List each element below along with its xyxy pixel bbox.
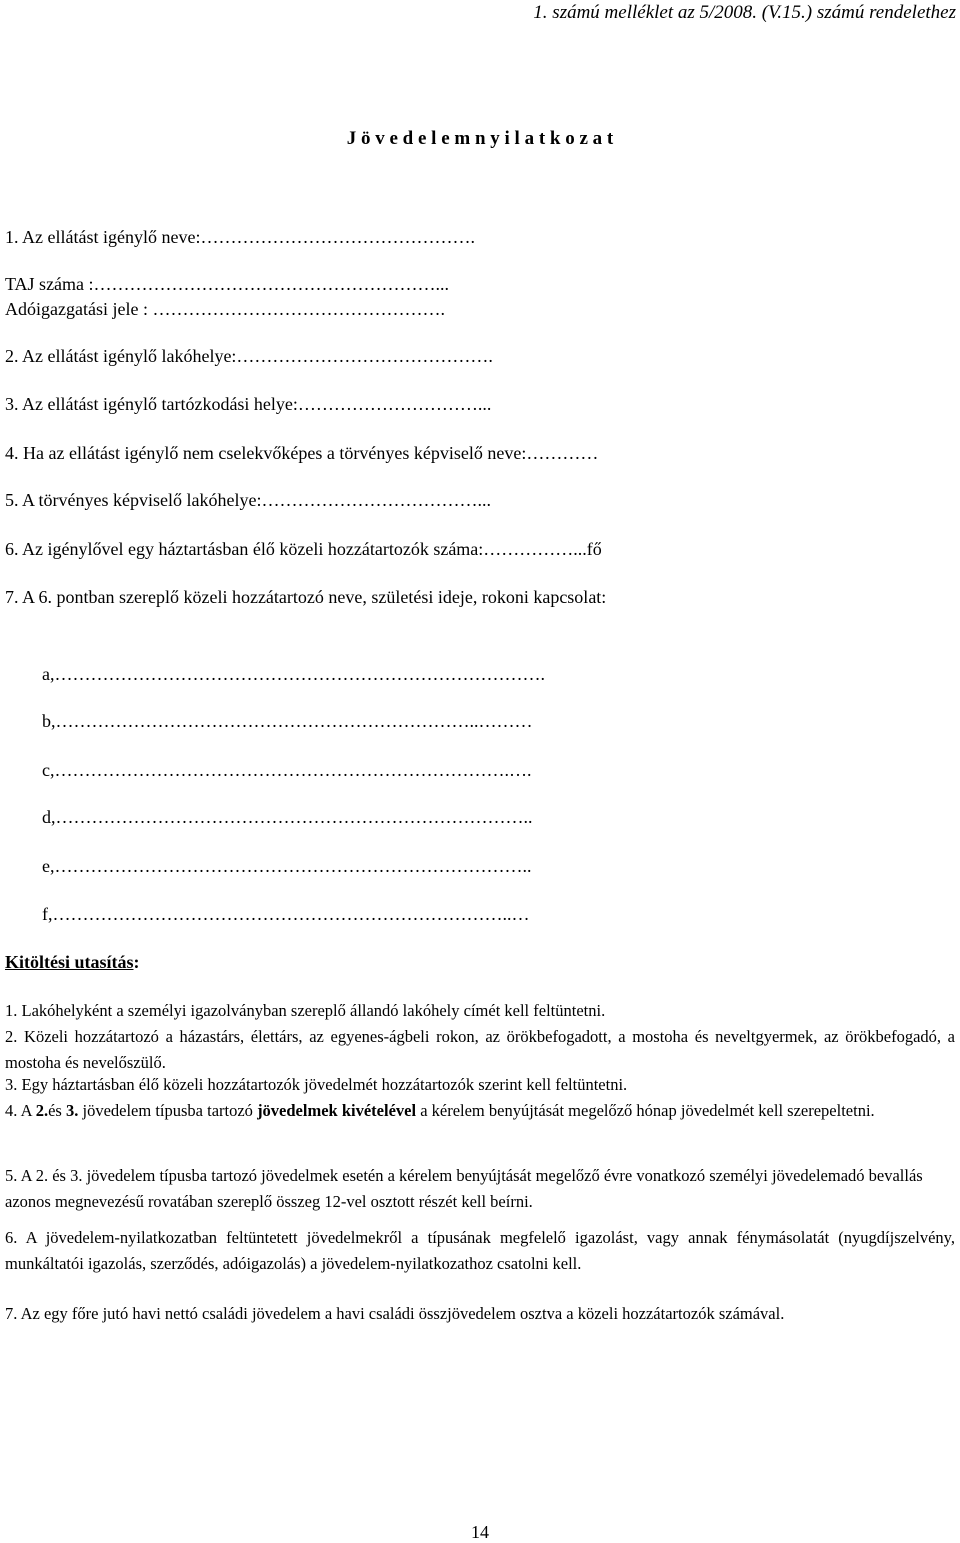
instruction-item-4-part: és (48, 1101, 66, 1120)
field-legal-representative: 4. Ha az ellátást igénylő nem cselekvőképes a törvényes képviselő neve:………… (5, 443, 599, 463)
field-household-count: 6. Az igénylővel egy háztartásban élő közeli hozzátartozók száma:……………...fő (5, 539, 602, 559)
instruction-item-4-part: 4. A (5, 1101, 36, 1120)
instruction-item-4-part: a kérelem benyújtását megelőző hónap jövedelmét kell szerepeltetni. (416, 1101, 875, 1120)
field-tax-id: Adóigazgatási jele : …………………………………………. (5, 299, 445, 319)
instruction-item-4-bold: 2. (35, 1101, 49, 1120)
field-taj-number: TAJ száma :…………………………………………………... (5, 274, 450, 294)
relative-line-c: c,………………………………………………………………….…. (42, 760, 532, 780)
field-relatives-intro: 7. A 6. pontban szereplő közeli hozzátartozó neve, születési ideje, rokoni kapcsolat: (5, 587, 607, 607)
instruction-item-7: 7. Az egy főre jutó havi nettó családi jövedelem a havi családi összjövedelem osztva a közeli hozzátartozók számával. (5, 1304, 785, 1323)
relative-line-e: e,…………………………………………………………………….. (42, 856, 532, 876)
document-title: J ö v e d e l e m n y i l a t k o z a t (346, 128, 614, 149)
relative-line-b: b,……………………………………………………………..……… (42, 711, 533, 731)
document-header: 1. számú melléklet az 5/2008. (V.15.) számú rendelethez (533, 2, 956, 23)
instructions-heading-colon: : (133, 952, 140, 972)
instruction-item-4-bold: jövedelmek kivételével (257, 1101, 417, 1120)
instructions-heading-text: Kitöltési utasítás (5, 952, 134, 972)
relative-line-f: f,…………………………………………………………………..… (42, 904, 530, 924)
instruction-item-2: 2. Közeli hozzátartozó a házastárs, élettárs, az egyenes-ágbeli rokon, az örökbefogadott, a mostoha és neveltgyermek, az örökbefogadó, a mostoha és nevelőszülő. (5, 1027, 955, 1072)
instruction-item-4-part: jövedelem típusba tartozó (78, 1101, 258, 1120)
field-stay-address: 3. Az ellátást igénylő tartózkodási helye:…………………………... (5, 394, 492, 414)
instruction-item-6: 6. A jövedelem-nyilatkozatban feltüntetett jövedelmekről a típusának megfelelő igazolást, vagy annak fénymásolatát (nyugdíjszelvény, munkáltatói igazolás, szerződés, adóigazolás) a jövedelem-nyilatkozathoz csatolni kell. (5, 1228, 955, 1273)
field-applicant-name: 1. Az ellátást igénylő neve:………………………………………. (5, 227, 475, 247)
field-residence: 2. Az ellátást igénylő lakóhelye:……………………………………. (5, 346, 493, 366)
instruction-item-3: 3. Egy háztartásban élő közeli hozzátartozók jövedelmét hozzátartozók szerint kell feltüntetni. (5, 1075, 628, 1094)
page-number: 14 (471, 1522, 489, 1542)
field-representative-residence: 5. A törvényes képviselő lakóhelye:………………………………... (5, 490, 491, 510)
instruction-item-1: 1. Lakóhelyként a személyi igazolványban szereplő állandó lakóhely címét kell feltüntetni. (5, 1001, 606, 1020)
instruction-item-4 (5, 1098, 885, 1124)
relative-line-d: d,…………………………………………………………………….. (42, 807, 533, 827)
instruction-item-5: 5. A 2. és 3. jövedelem típusba tartozó jövedelmek esetén a kérelem benyújtását megelőző évre vonatkozó személyi jövedelemadó bevallás azonos megnevezésű rovatában szereplő összeg 12-vel osztott részét kell beírni. (5, 1166, 923, 1211)
instructions-heading (5, 952, 140, 973)
instruction-item-4-bold: 3. (65, 1101, 79, 1120)
relative-line-a: a,………………………………………………………………………. (42, 664, 545, 684)
